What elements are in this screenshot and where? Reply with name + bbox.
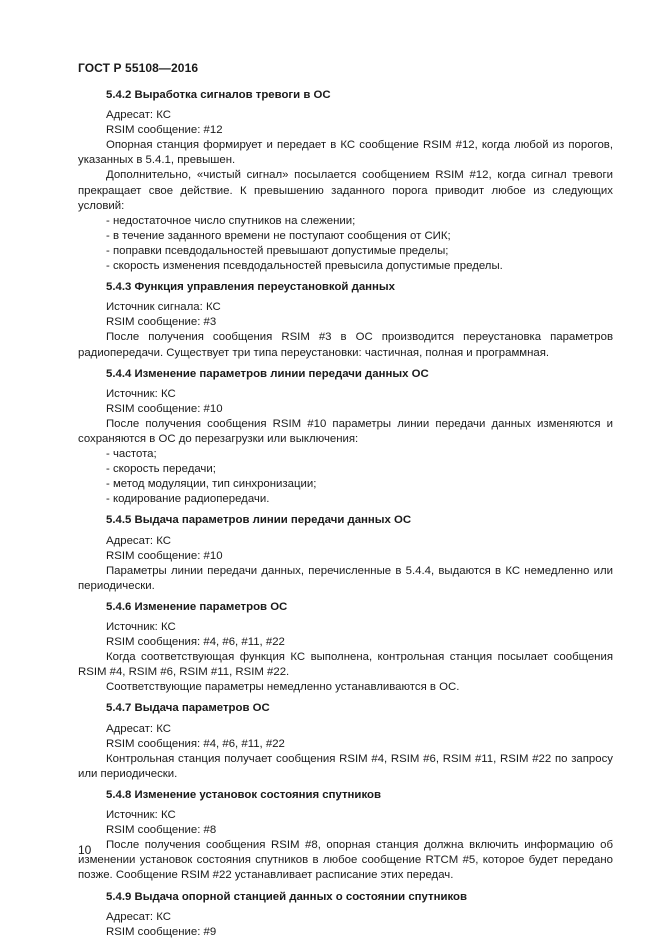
paragraph: Опорная станция формирует и передает в КС сообщение RSIM #12, когда любой из порогов, указанных в 5.4.1, превышен. (78, 139, 613, 167)
list-item: - кодирование радиопередачи. (106, 493, 270, 506)
section-title: 5.4.3 Функция управления переустановкой данных (106, 281, 395, 294)
paragraph: Когда соответствующая функция КС выполнена, контрольная станция посылает сообщения RSIM #4, RSIM #6, RSIM #11, RSIM #22. (78, 651, 613, 679)
section-title: 5.4.8 Изменение установок состояния спутников (106, 788, 381, 801)
section-line: RSIM сообщение: #12 (106, 124, 223, 137)
section-line: RSIM сообщение: #9 (106, 925, 217, 938)
section (78, 88, 613, 274)
doc-header: ГОСТ Р 55108—2016 (78, 61, 199, 75)
paragraph: Соответствующие параметры немедленно устанавливаются в ОС. (106, 681, 460, 694)
section-title: 5.4.9 Выдача опорной станцией данных о состоянии спутников (106, 890, 467, 903)
section (78, 701, 613, 781)
section (78, 600, 613, 696)
section-title: 5.4.6 Изменение параметров ОС (106, 600, 288, 613)
list-item: - частота; (106, 448, 157, 461)
section-line: Адресат: КС (106, 109, 171, 122)
section-line: RSIM сообщение: #10 (106, 549, 223, 562)
paragraph: Дополнительно, «чистый сигнал» посылается сообщением RSIM #12, когда сигнал тревоги прекращает свое действие. К превышению заданного порога приводит любое из следующих условий: (78, 169, 613, 212)
list-item: - скорость изменения псевдодальностей превысила допустимые пределы. (106, 260, 503, 273)
list-item: - скорость передачи; (106, 463, 216, 476)
section-title: 5.4.4 Изменение параметров линии передачи данных ОС (106, 367, 429, 380)
section-line: RSIM сообщение: #8 (106, 824, 217, 837)
section-title: 5.4.5 Выдача параметров линии передачи данных ОС (106, 514, 412, 527)
page-number: 10 (78, 843, 92, 857)
section-title: 5.4.7 Выдача параметров ОС (106, 702, 270, 715)
paragraph: Контрольная станция получает сообщения RSIM #4, RSIM #6, RSIM #11, RSIM #22 по запросу или периодически. (78, 752, 613, 780)
section-line: RSIM сообщения: #4, #6, #11, #22 (106, 737, 285, 750)
section (78, 513, 613, 593)
paragraph: После получения сообщения RSIM #3 в ОС производится переустановка параметров радиопередачи. Существует три типа переустановки: частичная, полная и программная. (78, 331, 613, 359)
paragraph: Параметры линии передачи данных, перечисленные в 5.4.4, выдаются в КС немедленно или периодически. (78, 564, 613, 592)
section-title: 5.4.2 Выработка сигналов тревоги в ОС (106, 89, 331, 101)
paragraph: После получения сообщения RSIM #10 параметры линии передачи данных изменяются и сохраняются в ОС до перезагрузки или выключения: (78, 417, 613, 445)
section-line: Источник: КС (106, 387, 176, 400)
section (78, 890, 613, 940)
section-line: RSIM сообщение: #3 (106, 316, 217, 329)
section-line: Адресат: КС (106, 910, 171, 923)
paragraph: После получения сообщения RSIM #8, опорная станция должна включить информацию об изменении установок состояния спутников в любое сообщение RTCM #5, которое будет передано позже. Сообщение RSIM #22 устанавливает расписание этих передач. (78, 839, 613, 882)
list-item: - метод модуляции, тип синхронизации; (106, 478, 317, 491)
section (78, 367, 613, 508)
section-line: RSIM сообщение: #10 (106, 402, 223, 415)
section (78, 280, 613, 360)
section-line: Источник: КС (106, 809, 176, 822)
list-item: - недостаточное число спутников на слежении; (106, 214, 356, 227)
section-line: Адресат: КС (106, 722, 171, 735)
list-item: - в течение заданного времени не поступают сообщения от СИК; (106, 229, 451, 242)
section-line: Источник сигнала: КС (106, 301, 221, 314)
list-item: - поправки псевдодальностей превышают допустимые пределы; (106, 244, 449, 257)
section-line: Источник: КС (106, 621, 176, 633)
document-body (78, 88, 613, 946)
section (78, 788, 613, 884)
section-line: Адресат: КС (106, 534, 171, 547)
section-line: RSIM сообщения: #4, #6, #11, #22 (106, 636, 285, 649)
